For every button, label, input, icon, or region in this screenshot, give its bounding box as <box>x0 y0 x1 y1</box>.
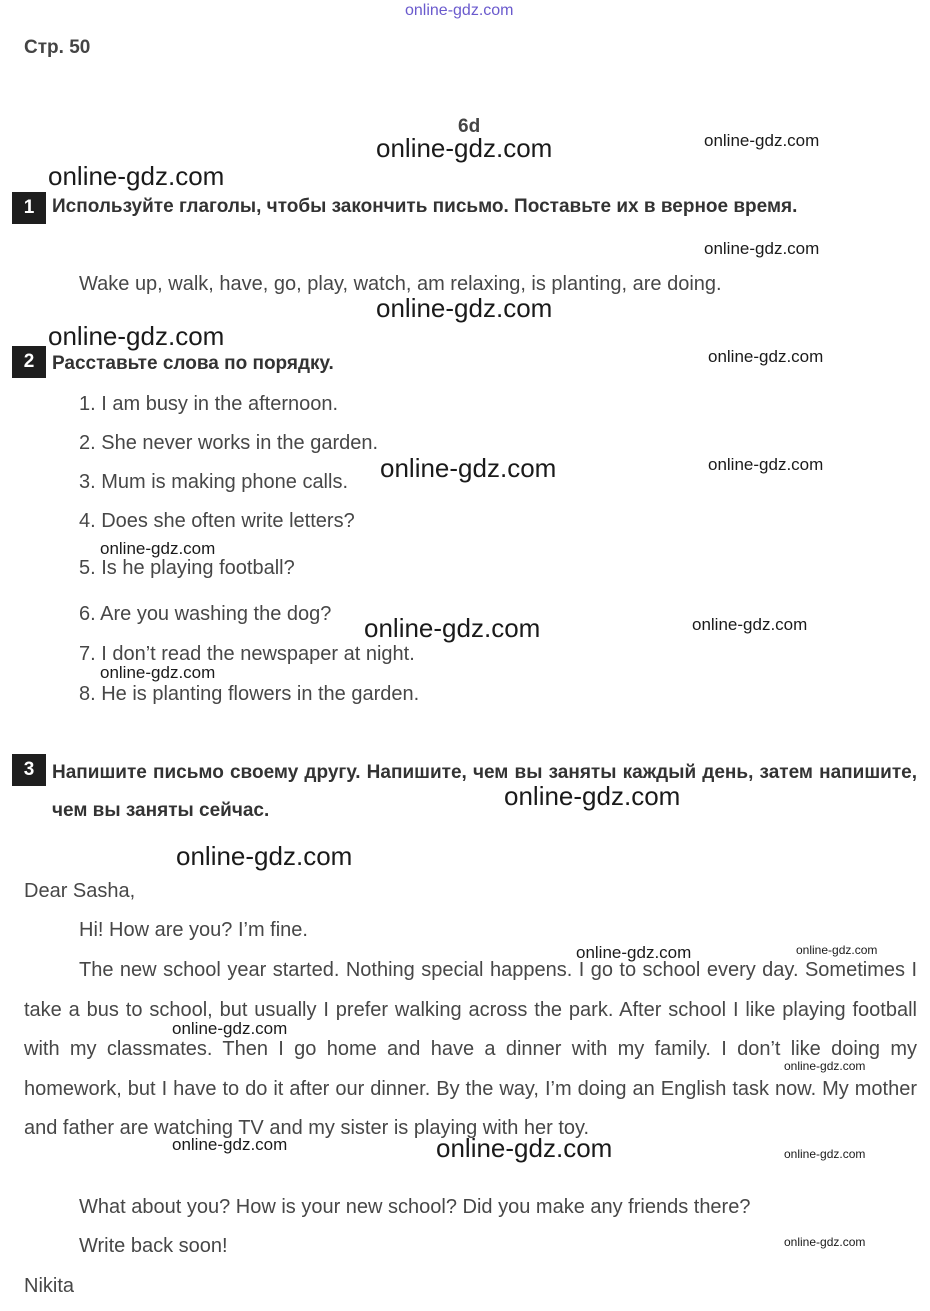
list-item: 2. She never works in the garden. <box>79 432 379 454</box>
watermark: online-gdz.com <box>172 1135 288 1154</box>
task-1-number: 1 <box>12 192 46 224</box>
watermark: online-gdz.com <box>784 1235 866 1249</box>
watermark: online-gdz.com <box>364 613 541 643</box>
watermark: online-gdz.com <box>784 1147 866 1161</box>
watermark: online-gdz.com <box>100 539 216 558</box>
list-item: 8. He is planting flowers in the garden. <box>79 683 420 705</box>
list-item: 7. I don’t read the newspaper at night. <box>79 643 415 665</box>
unit-label: 6d <box>458 116 481 137</box>
letter-paragraph-main <box>24 951 917 1149</box>
watermark: online-gdz.com <box>380 453 557 483</box>
watermark: online-gdz.com <box>692 615 808 634</box>
task-1-answer: Wake up, walk, have, go, play, watch, am relaxing, is planting, are doing. <box>79 273 722 295</box>
watermark: online-gdz.com <box>176 841 353 871</box>
task-2-instruction: Расставьте слова по порядку. <box>52 353 334 374</box>
task-3-instruction: Напишите письмо своему другу. Напишите, чем вы заняты каждый день, затем напишите, чем вы заняты сейчас. <box>52 762 917 821</box>
watermark: online-gdz.com <box>436 1133 613 1163</box>
watermark: online-gdz.com <box>796 943 878 957</box>
task-2-number: 2 <box>12 346 46 378</box>
page-label: Стр. 50 <box>24 37 91 58</box>
letter-paragraph-text: The new school year started. Nothing special happens. I go to school every day. Sometimes I take a bus to school, but usually I prefer walking across the park. After school I like playing football with my classmates. Then I go home and have a dinner with my family. I don’t like doing my homework, but I have to do it after our dinner. By the way, I’m doing an English task now. My mother and father are watching TV and my sister is playing with her toy. <box>24 959 917 1139</box>
letter-paragraph: What about you? How is your new school? Did you make any friends there? <box>79 1196 751 1218</box>
letter-signature: Nikita <box>24 1275 75 1297</box>
watermark: online-gdz.com <box>48 161 225 191</box>
site-mark: online-gdz.com <box>405 2 514 19</box>
letter-greeting: Dear Sasha, <box>24 880 136 902</box>
list-item: 4. Does she often write letters? <box>79 510 355 532</box>
watermark: online-gdz.com <box>704 131 820 150</box>
watermark: online-gdz.com <box>784 1059 866 1073</box>
watermark: online-gdz.com <box>48 321 225 351</box>
watermark: online-gdz.com <box>708 455 824 474</box>
watermark: online-gdz.com <box>172 1019 288 1038</box>
watermark: online-gdz.com <box>704 239 820 258</box>
list-item: 1. I am busy in the afternoon. <box>79 393 339 415</box>
watermark: online-gdz.com <box>376 293 553 323</box>
list-item: 6. Are you washing the dog? <box>79 603 332 625</box>
watermark: online-gdz.com <box>708 347 824 366</box>
letter-closing: Write back soon! <box>79 1235 228 1257</box>
task-1-instruction: Используйте глаголы, чтобы закончить письмо. Поставьте их в верное время. <box>52 196 798 217</box>
list-item: 5. Is he playing football? <box>79 557 295 579</box>
watermark: online-gdz.com <box>504 781 681 811</box>
letter-paragraph: Hi! How are you? I’m fine. <box>79 919 308 941</box>
list-item: 3. Mum is making phone calls. <box>79 471 349 493</box>
watermark: online-gdz.com <box>376 133 553 163</box>
task-3-number: 3 <box>12 754 46 786</box>
watermark: online-gdz.com <box>576 943 692 962</box>
watermark: online-gdz.com <box>100 663 216 682</box>
